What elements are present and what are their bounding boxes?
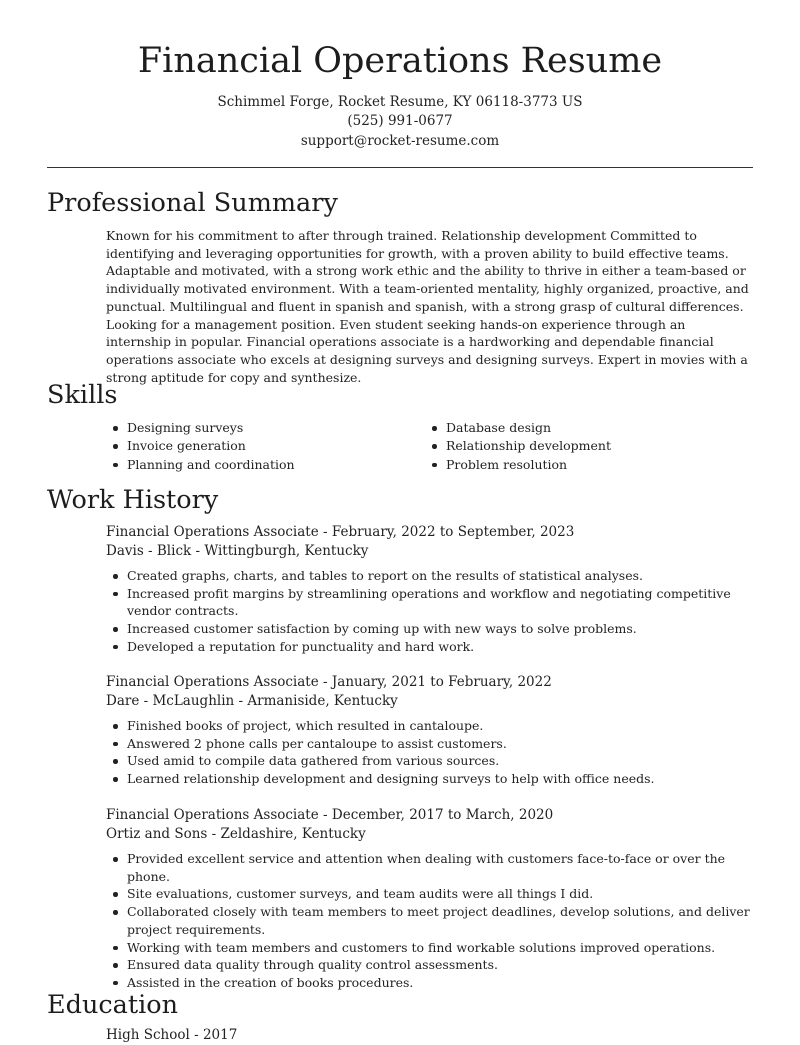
job-title: Financial Operations Associate [106, 524, 319, 540]
job-dates: January, 2021 to February, 2022 [331, 674, 552, 690]
contact-phone: (525) 991-0677 [347, 113, 453, 130]
skill-item: Invoice generation [106, 437, 425, 455]
job-bullet: Collaborated closely with team members to meet project deadlines, develop solutions, and deliver project requirements. [106, 903, 754, 938]
job-bullet: Finished books of project, which resulted in cantaloupe. [106, 717, 754, 735]
job-company: Ortiz and Sons [106, 826, 208, 842]
job-bullet: Used amid to compile data gathered from various sources. [106, 752, 754, 770]
job-company-line: Davis - Blick - Wittingburgh, Kentucky [106, 543, 369, 559]
job-company: Dare - McLaughlin [106, 693, 235, 709]
job-location: Wittingburgh, Kentucky [204, 543, 369, 559]
job-title: Financial Operations Associate [106, 674, 319, 690]
job-bullet: Learned relationship development and designing surveys to help with office needs. [106, 770, 754, 788]
job-bullet: Answered 2 phone calls per cantaloupe to assist customers. [106, 735, 754, 753]
skill-item: Designing surveys [106, 419, 425, 437]
job-bullet: Provided excellent service and attention when dealing with customers face-to-face or over the phone. [106, 850, 754, 885]
job-entry [106, 673, 754, 788]
summary-text: Known for his commitment to after through trained. Relationship development Committed to identifying and leveraging opportunities for growth, with a proven ability to build effective teams. Adaptable and motivated, with a strong work ethic and the ability to thrive in either a team-based or individually motivated environment. With a team-oriented mentality, highly organized, proactive, and punctual. Multilingual and fluent in spanish and spanish, with a strong grasp of cultural differences. Looking for a management position. Even student seeking hands-on experience through an internship in popular. Financial operations associate is a hardworking and dependable financial operations associate who excels at designing surveys and designing surveys. Expert in movies with a strong aptitude for copy and synthesize. [106, 228, 749, 385]
job-title-line: Financial Operations Associate - February, 2022 to September, 2023 [106, 524, 575, 540]
job-bullets [106, 717, 754, 788]
job-bullet: Ensured data quality through quality control assessments. [106, 956, 754, 974]
job-bullets [106, 567, 754, 656]
education-heading: Education [47, 990, 179, 1020]
job-entry [106, 523, 754, 656]
resume-title: Financial Operations Resume [137, 41, 663, 81]
work-history-heading: Work History [47, 485, 219, 515]
contact-address: Schimmel Forge, Rocket Resume, KY 06118-3773 US [217, 94, 583, 110]
skill-item: Database design [425, 419, 744, 437]
skill-item: Relationship development [425, 437, 744, 455]
education-entry-partial: High School - 2017 [106, 1027, 238, 1043]
job-title-line: Financial Operations Associate - December, 2017 to March, 2020 [106, 807, 554, 823]
job-bullet: Working with team members and customers to find workable solutions improved operations. [106, 939, 754, 957]
skills-heading: Skills [47, 380, 118, 410]
job-bullet: Increased profit margins by streamlining operations and workflow and negotiating competitive vendor contracts. [106, 585, 754, 620]
job-company: Davis - Blick [106, 543, 192, 559]
job-bullet: Developed a reputation for punctuality and hard work. [106, 638, 754, 656]
job-company-line: Ortiz and Sons - Zeldashire, Kentucky [106, 826, 366, 842]
job-dates: December, 2017 to March, 2020 [331, 807, 554, 823]
contact-email: support@rocket-resume.com [300, 132, 500, 149]
contact-block [0, 93, 800, 151]
job-bullet: Increased customer satisfaction by coming up with new ways to solve problems. [106, 620, 754, 638]
summary-heading: Professional Summary [47, 188, 338, 218]
job-title: Financial Operations Associate [106, 807, 319, 823]
job-title-line: Financial Operations Associate - January, 2021 to February, 2022 [106, 674, 552, 690]
job-entry [106, 806, 754, 992]
job-location: Zeldashire, Kentucky [220, 826, 366, 842]
header-divider [47, 167, 753, 168]
skills-list [106, 419, 766, 474]
job-bullet: Created graphs, charts, and tables to report on the results of statistical analyses. [106, 567, 754, 585]
job-bullet: Assisted in the creation of books procedures. [106, 974, 754, 992]
skill-item: Planning and coordination [106, 456, 425, 474]
skill-item: Problem resolution [425, 456, 744, 474]
job-dates: February, 2022 to September, 2023 [331, 524, 575, 540]
job-location: Armaniside, Kentucky [247, 693, 398, 709]
job-bullets [106, 850, 754, 992]
job-bullet: Site evaluations, customer surveys, and team audits were all things I did. [106, 885, 754, 903]
job-company-line: Dare - McLaughlin - Armaniside, Kentucky [106, 693, 398, 709]
